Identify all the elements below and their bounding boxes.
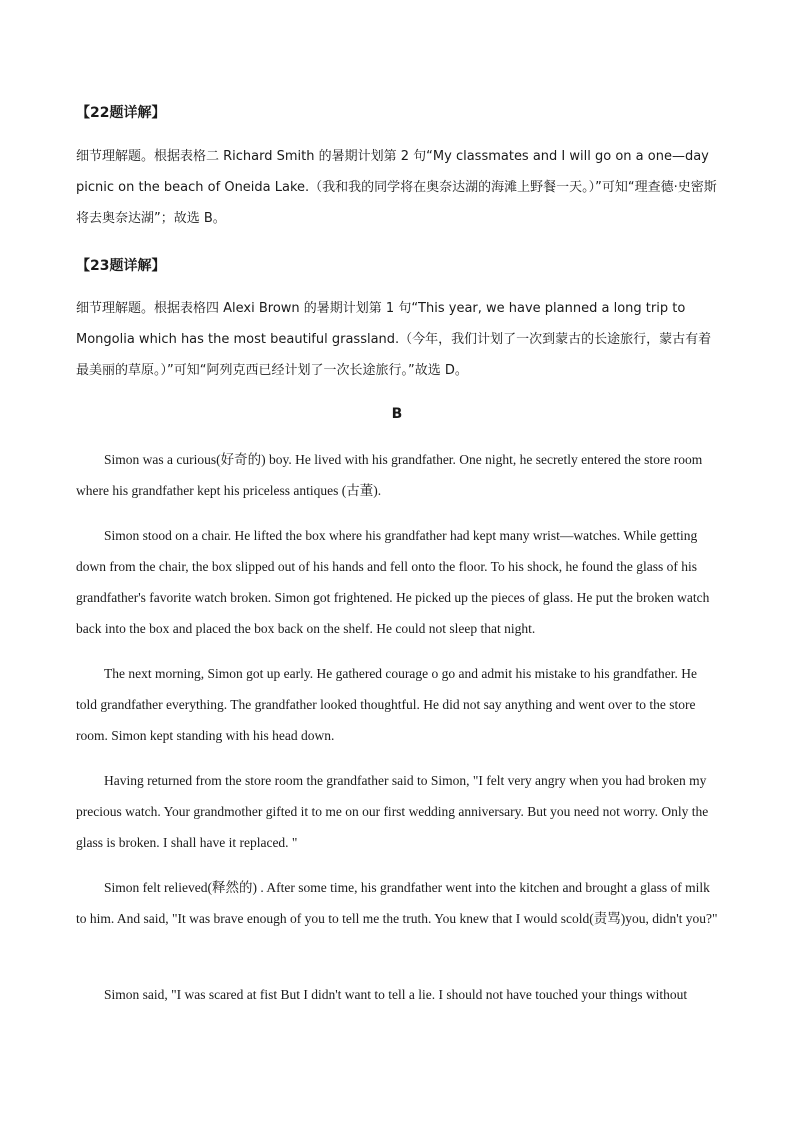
q23-heading: 【23题详解】 (76, 258, 166, 274)
story-paragraph-3: The next morning, Simon got up early. He gathered courage o go and admit his mistake to his grandfather. He told grandfather everything. The grandfather looked thoughtful. He did not say anything and went over to the store room. Simon kept standing with his head down. (76, 666, 697, 743)
story-paragraph-6: Simon said, "I was scared at fist But I didn't want to tell a lie. I should not have touched your things without (104, 987, 688, 1002)
story-paragraph-2: Simon stood on a chair. He lifted the box where his grandfather had kept many wrist—watches. While getting down from the chair, the box slipped out of his hands and fell onto the floor. To his shock, he found the glass of his grandfather's favorite watch broken. Simon got frightened. He picked up the pieces of glass. He put the broken watch back into the box and placed the box back on the shelf. He could not sleep that night. (76, 528, 710, 636)
q22-explanation: 细节理解题。根据表格二 Richard Smith 的暑期计划第 2 句“My classmates and I will go on a one—day picnic on the beach of Oneida Lake.（我和我的同学将在奥奈达湖的海滩上野餐一天。）”可知“理查德·史密斯将去奥奈达湖”；故选 B。 (76, 149, 717, 226)
q23-explanation: 细节理解题。根据表格四 Alexi Brown 的暑期计划第 1 句“This year, we have planned a long trip to Mongolia which has the most beautiful grassland.（今年，我们计划了一次到蒙古的长途旅行，蒙古有着最美丽的草原。）”可知“阿列克西已经计划了一次长途旅行。”故选 D。 (76, 301, 712, 378)
story-paragraph-4: Having returned from the store room the grandfather said to Simon, "I felt very angry when you had broken my precious watch. Your grandmother gifted it to me on our first wedding anniversary. But you need not worry. Only the glass is broken. I shall have it replaced. " (76, 773, 709, 850)
story-paragraph-1: Simon was a curious(好奇的) boy. He lived with his grandfather. One night, he secretly entered the store room where his grandfather kept his priceless antiques (古董). (76, 452, 703, 498)
q22-heading: 【22题详解】 (76, 105, 166, 121)
section-b-title: B (391, 406, 403, 422)
story-paragraph-5: Simon felt relieved(释然的) . After some time, his grandfather went into the kitchen and brought a glass of milk to him. And said, "It was brave enough of you to tell me the truth. You knew that I would scold(责骂)you, didn't you?" (76, 880, 718, 926)
